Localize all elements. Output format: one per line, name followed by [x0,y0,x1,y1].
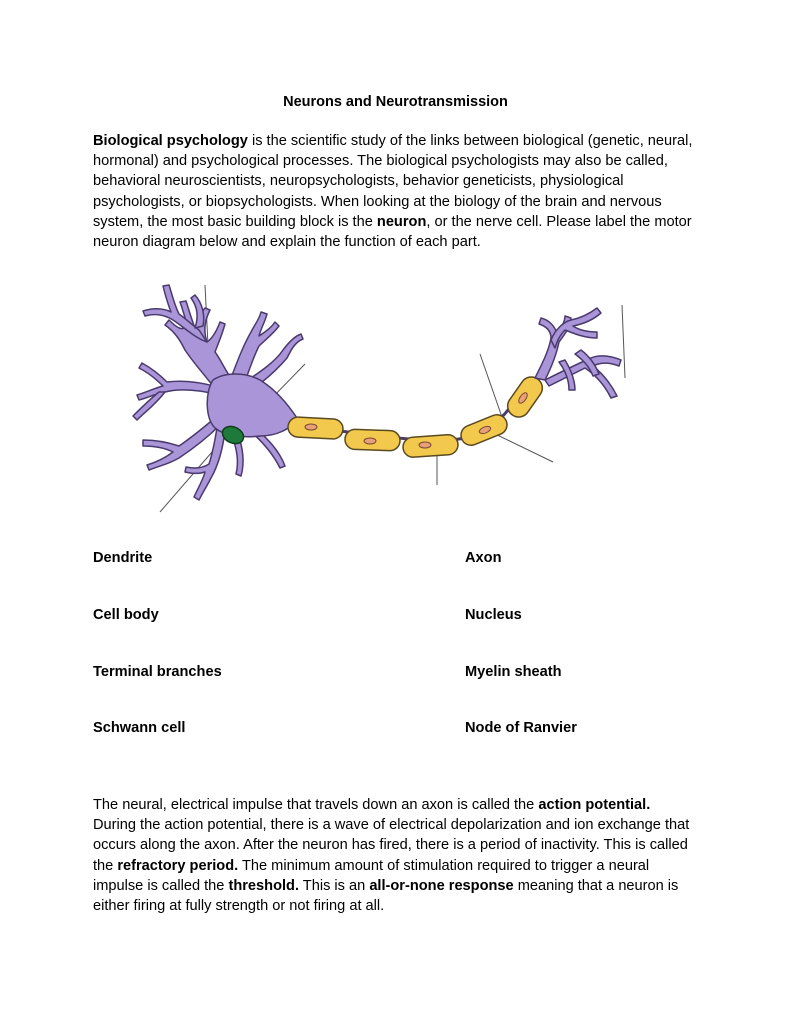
term-biological-psychology: Biological psychology [93,133,248,149]
term-threshold: threshold. [228,877,300,894]
closing-text-3: The minimum amount of stimulation required to trigger a neural impulse is called the [93,857,650,894]
closing-text-4: This is an [299,877,370,894]
intro-text-1: is the scientific study of the links between biological (genetic, neural, hormonal) and psychological processes. The biological psychologists may also be called, behavioral neuroscientists, neuropsychologists, behavior geneticists, physiological psychologists, or biopsychologists. When looking at the biology of the brain and nervous system, the most basic building block is the [93,133,693,230]
term-nucleus: Nucleus [465,607,522,623]
closing-text-2: During the action potential, there is a wave of electrical depolarization and ion exchange that occurs along the axon. After the neuron has fired, there is a period of inactivity. This is called the [93,817,690,874]
term-dendrite: Dendrite [93,550,153,566]
term-node-of-ranvier: Node of Ranvier [465,720,577,736]
term-neuron: neuron [376,213,427,230]
closing-text-5: meaning that a neuron is either firing at fully strength or not firing at all. [93,877,679,915]
intro-text-2: , or the nerve cell. Please label the motor neuron diagram below and explain the function of each part. [93,213,692,251]
term-schwann-cell: Schwann cell [93,720,186,736]
term-myelin-sheath: Myelin sheath [465,664,562,680]
myelin-sheath-segments [288,373,547,458]
closing-text-1: The neural, electrical impulse that travels down an axon is called the [93,797,539,813]
intro-paragraph [93,131,693,252]
page-title: Neurons and Neurotransmission [283,94,508,110]
term-all-or-none: all-or-none response [369,877,514,894]
neuron-diagram [125,280,645,520]
term-refractory-period: refractory period. [117,857,239,874]
terminal-branches-shape [535,308,621,398]
term-cell-body: Cell body [93,607,159,623]
term-terminal-branches: Terminal branches [93,664,222,680]
term-axon: Axon [465,550,502,566]
closing-paragraph [93,795,693,916]
term-action-potential: action potential. [538,797,651,813]
